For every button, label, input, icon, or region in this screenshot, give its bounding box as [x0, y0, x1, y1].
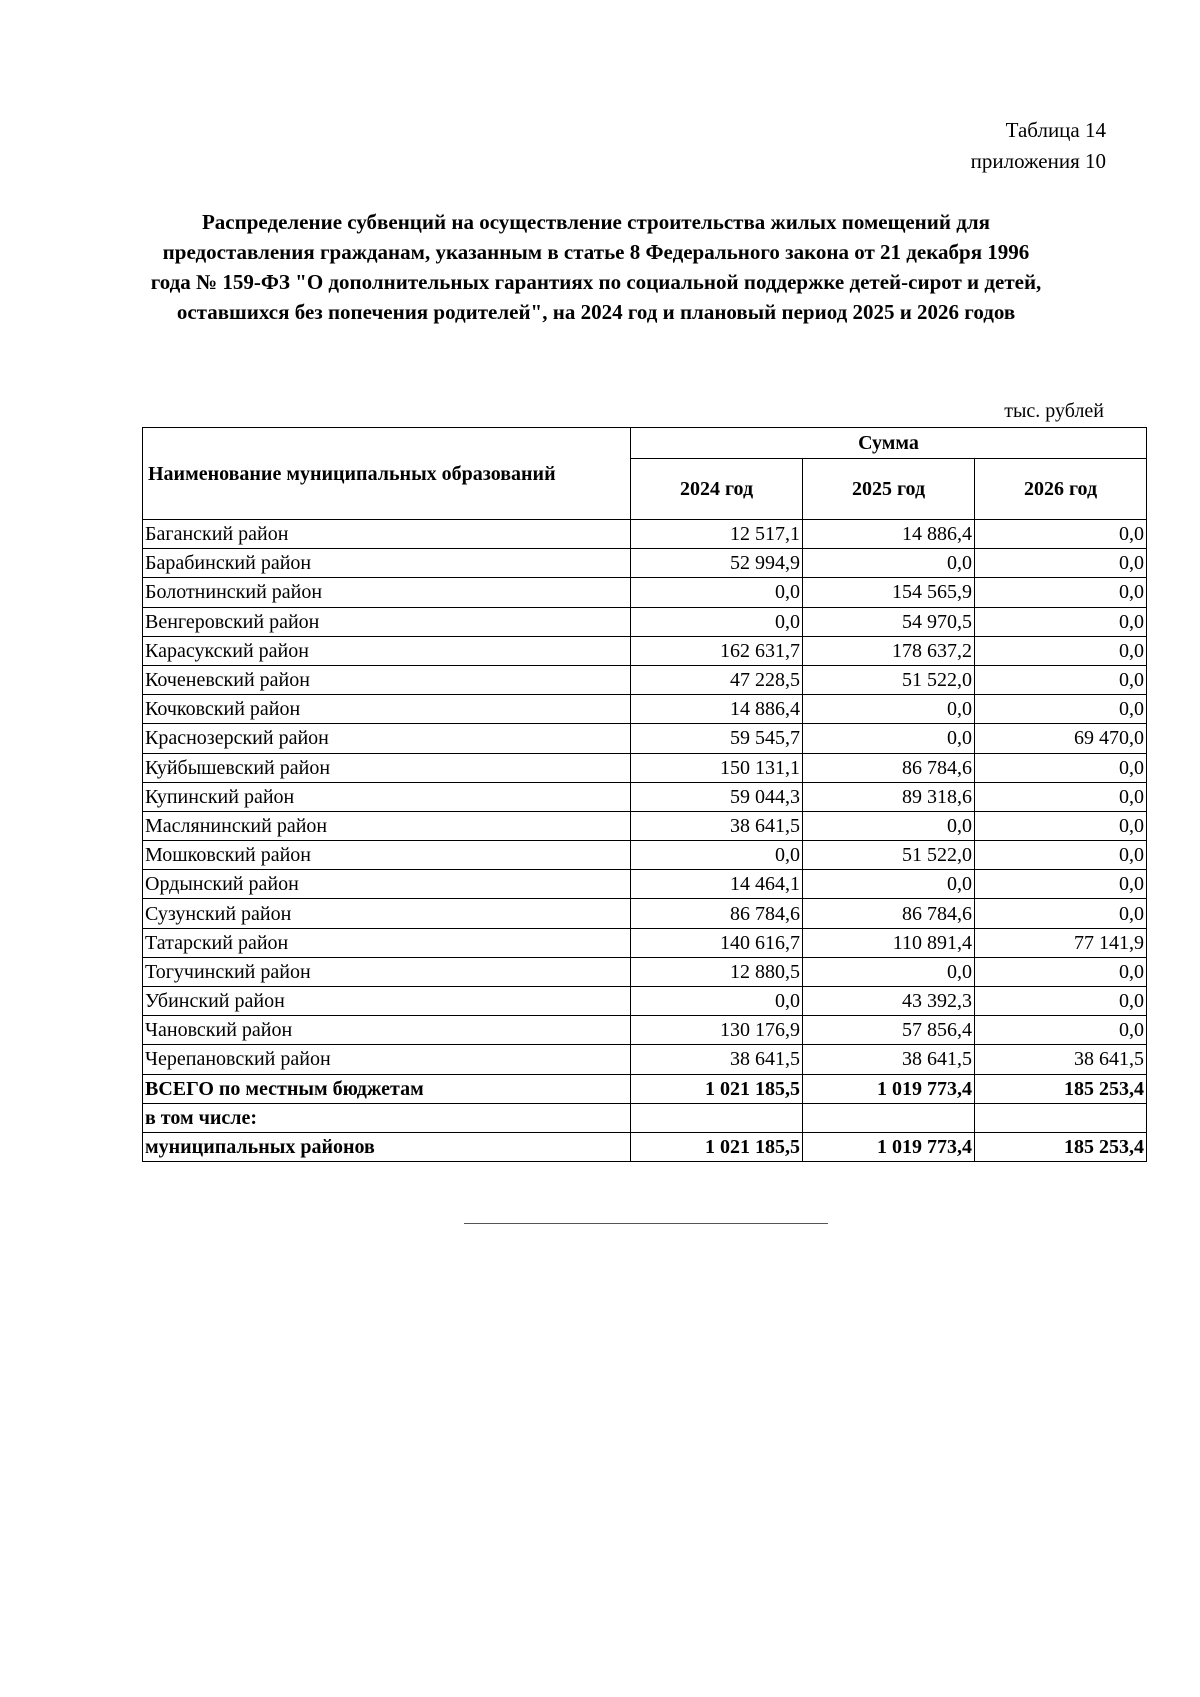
value-2026: 0,0: [975, 782, 1147, 811]
including-empty-2026: [975, 1103, 1147, 1132]
value-2026: 0,0: [975, 957, 1147, 986]
table-row: [143, 841, 1147, 870]
municipal-districts-2024: 1 021 185,5: [631, 1132, 803, 1161]
table-row: [143, 957, 1147, 986]
table-row: [143, 724, 1147, 753]
municipal-districts-2025: 1 019 773,4: [803, 1132, 975, 1161]
document-title: [140, 207, 1052, 327]
including-row: [143, 1103, 1147, 1132]
total-2025: 1 019 773,4: [803, 1074, 975, 1103]
value-2026: 38 641,5: [975, 1045, 1147, 1074]
value-2026: 0,0: [975, 1016, 1147, 1045]
sum-column-header: Сумма: [631, 428, 1147, 459]
year-2024-header: 2024 год: [631, 459, 803, 520]
district-name: Куйбышевский район: [143, 753, 631, 782]
total-label: ВСЕГО по местным бюджетам: [143, 1074, 631, 1103]
title-line-1: Распределение субвенций на осуществление строительства жилых помещений для: [201, 210, 990, 234]
district-name: Болотнинский район: [143, 578, 631, 607]
district-name: Кочковский район: [143, 695, 631, 724]
district-name: Мошковский район: [143, 841, 631, 870]
value-2025: 14 886,4: [803, 520, 975, 549]
value-2026: 0,0: [975, 841, 1147, 870]
value-2024: 0,0: [631, 607, 803, 636]
value-2026: 77 141,9: [975, 928, 1147, 957]
value-2024: 12 517,1: [631, 520, 803, 549]
district-name: Черепановский район: [143, 1045, 631, 1074]
value-2024: 0,0: [631, 841, 803, 870]
appendix-number-label: приложения 10: [970, 149, 1106, 173]
value-2024: 150 131,1: [631, 753, 803, 782]
value-2024: 0,0: [631, 987, 803, 1016]
table-row: [143, 782, 1147, 811]
value-2026: 0,0: [975, 811, 1147, 840]
value-2026: 0,0: [975, 520, 1147, 549]
table-row: [143, 987, 1147, 1016]
district-name: Сузунский район: [143, 899, 631, 928]
district-name: Барабинский район: [143, 549, 631, 578]
year-2025-header: 2025 год: [803, 459, 975, 520]
table-number-label: Таблица 14: [1005, 118, 1106, 142]
table-row: [143, 899, 1147, 928]
table-row: [143, 1045, 1147, 1074]
total-2026: 185 253,4: [975, 1074, 1147, 1103]
value-2025: 110 891,4: [803, 928, 975, 957]
district-name: Краснозерский район: [143, 724, 631, 753]
header-row-top: [143, 428, 1147, 459]
subvention-table: [142, 427, 1147, 1162]
title-line-4: оставшихся без попечения родителей", на 2024 год и плановый период 2025 и 2026 годов: [176, 300, 1016, 324]
value-2025: 89 318,6: [803, 782, 975, 811]
district-name: Убинский район: [143, 987, 631, 1016]
appendix-reference: [971, 115, 1106, 177]
value-2025: 154 565,9: [803, 578, 975, 607]
table-row: [143, 520, 1147, 549]
value-2026: 0,0: [975, 899, 1147, 928]
municipal-districts-label: муниципальных районов: [143, 1132, 631, 1161]
value-2026: 0,0: [975, 636, 1147, 665]
value-2025: 57 856,4: [803, 1016, 975, 1045]
table-row: [143, 549, 1147, 578]
including-label: в том числе:: [143, 1103, 631, 1132]
district-name: Чановский район: [143, 1016, 631, 1045]
value-2024: 52 994,9: [631, 549, 803, 578]
value-2026: 69 470,0: [975, 724, 1147, 753]
district-name: Коченевский район: [143, 665, 631, 694]
value-2025: 86 784,6: [803, 899, 975, 928]
value-2025: 0,0: [803, 870, 975, 899]
units-label: тыс. рублей: [1004, 400, 1104, 422]
table-row: [143, 665, 1147, 694]
value-2024: 14 886,4: [631, 695, 803, 724]
value-2024: 162 631,7: [631, 636, 803, 665]
closing-divider: [464, 1223, 828, 1224]
district-name: Карасукский район: [143, 636, 631, 665]
value-2025: 0,0: [803, 811, 975, 840]
title-line-3: года № 159-ФЗ "О дополнительных гарантиях по социальной поддержке детей-сирот и детей,: [150, 270, 1042, 294]
value-2026: 0,0: [975, 695, 1147, 724]
value-2025: 51 522,0: [803, 665, 975, 694]
value-2025: 51 522,0: [803, 841, 975, 870]
value-2024: 14 464,1: [631, 870, 803, 899]
value-2025: 0,0: [803, 549, 975, 578]
municipal-districts-row: [143, 1132, 1147, 1161]
table-row: [143, 636, 1147, 665]
district-name: Ордынский район: [143, 870, 631, 899]
year-2026-header: 2026 год: [975, 459, 1147, 520]
district-name: Венгеровский район: [143, 607, 631, 636]
table-row: [143, 753, 1147, 782]
including-empty-2024: [631, 1103, 803, 1132]
table-row: [143, 928, 1147, 957]
value-2024: 12 880,5: [631, 957, 803, 986]
value-2025: 54 970,5: [803, 607, 975, 636]
district-name: Маслянинский район: [143, 811, 631, 840]
including-empty-2025: [803, 1103, 975, 1132]
value-2025: 38 641,5: [803, 1045, 975, 1074]
total-row: [143, 1074, 1147, 1103]
value-2026: 0,0: [975, 870, 1147, 899]
value-2026: 0,0: [975, 578, 1147, 607]
value-2025: 86 784,6: [803, 753, 975, 782]
value-2026: 0,0: [975, 549, 1147, 578]
value-2025: 0,0: [803, 695, 975, 724]
value-2026: 0,0: [975, 987, 1147, 1016]
district-name: Тогучинский район: [143, 957, 631, 986]
value-2024: 38 641,5: [631, 811, 803, 840]
value-2025: 0,0: [803, 724, 975, 753]
value-2024: 59 044,3: [631, 782, 803, 811]
total-2024: 1 021 185,5: [631, 1074, 803, 1103]
value-2025: 0,0: [803, 957, 975, 986]
table-row: [143, 870, 1147, 899]
table-row: [143, 695, 1147, 724]
value-2024: 0,0: [631, 578, 803, 607]
table-row: [143, 811, 1147, 840]
municipal-districts-2026: 185 253,4: [975, 1132, 1147, 1161]
table-row: [143, 607, 1147, 636]
table-row: [143, 1016, 1147, 1045]
district-name: Татарский район: [143, 928, 631, 957]
value-2026: 0,0: [975, 665, 1147, 694]
district-name: Купинский район: [143, 782, 631, 811]
value-2024: 140 616,7: [631, 928, 803, 957]
title-line-2: предоставления гражданам, указанным в статье 8 Федерального закона от 21 декабря 1996: [162, 240, 1030, 264]
value-2024: 59 545,7: [631, 724, 803, 753]
value-2024: 47 228,5: [631, 665, 803, 694]
value-2024: 38 641,5: [631, 1045, 803, 1074]
value-2025: 178 637,2: [803, 636, 975, 665]
name-column-header: Наименование муниципальных образований: [143, 428, 631, 520]
value-2025: 43 392,3: [803, 987, 975, 1016]
value-2026: 0,0: [975, 607, 1147, 636]
value-2024: 130 176,9: [631, 1016, 803, 1045]
district-name: Баганский район: [143, 520, 631, 549]
value-2026: 0,0: [975, 753, 1147, 782]
value-2024: 86 784,6: [631, 899, 803, 928]
table-row: [143, 578, 1147, 607]
